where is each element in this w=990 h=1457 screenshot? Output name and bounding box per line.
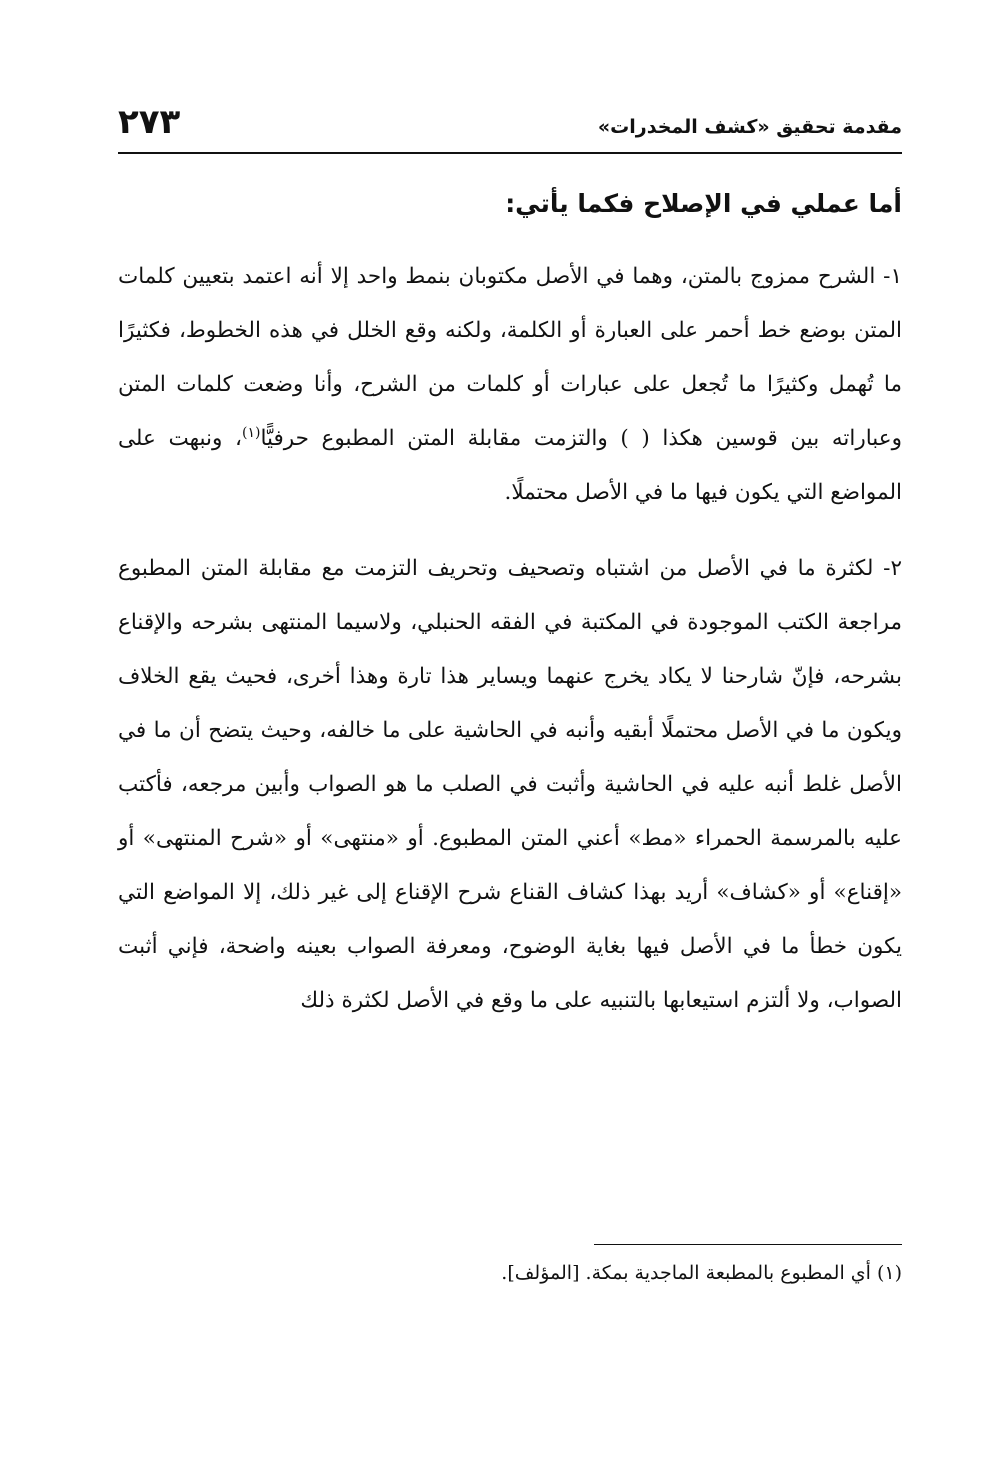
running-header — [118, 96, 902, 154]
paragraph-2: ٢- لكثرة ما في الأصل من اشتباه وتصحيف وتحريف التزمت مع مقابلة المتن المطبوع مراجعة الكتب الموجودة في المكتبة في الفقه الحنبلي، ولاسيما المنتهى بشرحه والإقناع بشرحه، فإنّ شارحنا لا يكاد يخرج عنهما ويساير هذا تارة وهذا أخرى، فحيث يقع الخلاف ويكون ما في الأصل محتملًا أبقيه وأنبه في الحاشية على ما خالفه، وحيث يتضح أن ما في الأصل غلط أنبه عليه في الحاشية وأثبت في الصلب ما هو الصواب وأبين مرجعه، فأكتب عليه بالمرسمة الحمراء «مط» أعني المتن المطبوع. أو «منتهى» أو «شرح المنتهى» أو «إقناع» أو «كشاف» أريد بهذا كشاف القناع شرح الإقناع إلى غير ذلك، إلا المواضع التي يكون خطأ ما في الأصل فيها بغاية الوضوح، ومعرفة الصواب بعينه واضحة، فإني أثبت الصواب، ولا ألتزم استيعابها بالتنبيه على ما وقع في الأصل لكثرة ذلك — [118, 556, 902, 1013]
paragraph-1-text-a: ١- الشرح ممزوج بالمتن، وهما في الأصل مكتوبان بنمط واحد إلا أنه اعتمد بتعيين كلمات المتن بوضع خط أحمر على العبارة أو الكلمة، ولكنه وقع الخلل في هذه الخطوط، فكثيرًا ما تُهمل وكثيرًا ما تُجعل على عبارات أو كلمات من الشرح، وأنا وضعت كلمات المتن وعباراته بين قوسين هكذا ( ) والتزمت مقابلة المتن المطبوع حرفيًّا — [118, 264, 903, 451]
page-number: ٢٧٣ — [118, 102, 181, 142]
running-title: مقدمة تحقيق «كشف المخدرات» — [597, 116, 902, 138]
paragraph-1 — [118, 250, 902, 520]
footnote: (١) أي المطبوع بالمطبعة الماجدية بمكة. [المؤلف]. — [501, 1262, 902, 1284]
book-page — [118, 96, 902, 1396]
footnote-reference: (١) — [241, 424, 261, 441]
section-heading: أما عملي في الإصلاح فكما يأتي: — [505, 189, 902, 218]
paragraph-1-text-b: ، ونبهت على المواضع التي يكون فيها ما في الأصل محتملًا. — [118, 426, 902, 505]
footnote-divider — [594, 1244, 902, 1245]
